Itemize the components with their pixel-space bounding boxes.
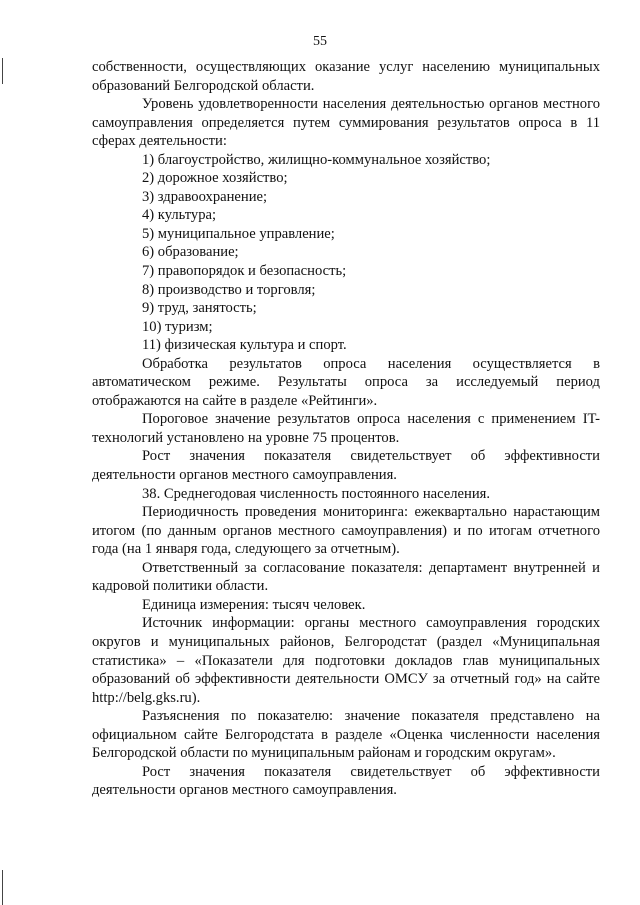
margin-mark-bottom: [2, 870, 3, 905]
paragraph: Уровень удовлетворенности населения деятельностью органов местного самоуправления определяется путем суммирования результатов опроса в 11 сферах деятельности:: [92, 96, 600, 150]
section-heading: 38. Среднегодовая численность постоянного населения.: [142, 485, 491, 502]
list-item: 2) дорожное хозяйство;: [142, 170, 288, 187]
paragraph: Пороговое значение результатов опроса населения с применением IT-технологий установлено на уровне 75 процентов.: [92, 411, 600, 446]
list-item: 6) образование;: [142, 244, 239, 261]
document-body: [92, 58, 600, 800]
paragraph: Периодичность проведения мониторинга: ежеквартально нарастающим итогом (по данным органов местного самоуправления) и по итогам отчетного года (на 1 января года, следующего за отчетным).: [92, 504, 600, 558]
paragraph: Единица измерения: тысяч человек.: [142, 596, 366, 613]
margin-mark-top: [2, 58, 3, 84]
paragraph: собственности, осуществляющих оказание услуг населению муниципальных образований Белгородской области.: [92, 59, 600, 94]
list-item: 7) правопорядок и безопасность;: [142, 263, 347, 280]
list-item: 9) труд, занятость;: [142, 300, 257, 317]
list-item: 10) туризм;: [142, 318, 213, 335]
list-item: 5) муниципальное управление;: [142, 225, 335, 242]
paragraph: Обработка результатов опроса населения осуществляется в автоматическом режиме. Результаты опроса за исследуемый период отображаются на сайте в разделе «Рейтинги».: [92, 355, 600, 409]
paragraph: Ответственный за согласование показателя: департамент внутренней и кадровой политики области.: [92, 559, 600, 595]
paragraph: Рост значения показателя свидетельствует об эффективности деятельности органов местного самоуправления.: [92, 763, 600, 799]
paragraph: Рост значения показателя свидетельствует об эффективности деятельности органов местного самоуправления.: [92, 448, 600, 484]
list-item: 8) производство и торговля;: [142, 281, 316, 298]
list-item: 3) здравоохранение;: [142, 188, 268, 205]
list-item: 1) благоустройство, жилищно-коммунальное хозяйство;: [142, 151, 491, 168]
paragraph: Источник информации: органы местного самоуправления городских округов и муниципальных районов, Белгородстат (раздел «Муниципальная статистика» – «Показатели для подготовки докладов глав муниципальных образований об эффективности деятельности ОМСУ за отчетный год» на сайте http://belg.gks.ru).: [92, 615, 600, 706]
paragraph: Разъяснения по показателю: значение показателя представлено на официальном сайте Белгородстата в разделе «Оценка численности населения Белгородской области по муниципальным районам и городским округам».: [92, 708, 600, 762]
list-item: 11) физическая культура и спорт.: [142, 337, 347, 354]
list-item: 4) культура;: [142, 207, 217, 224]
page-number: 55: [313, 34, 327, 49]
